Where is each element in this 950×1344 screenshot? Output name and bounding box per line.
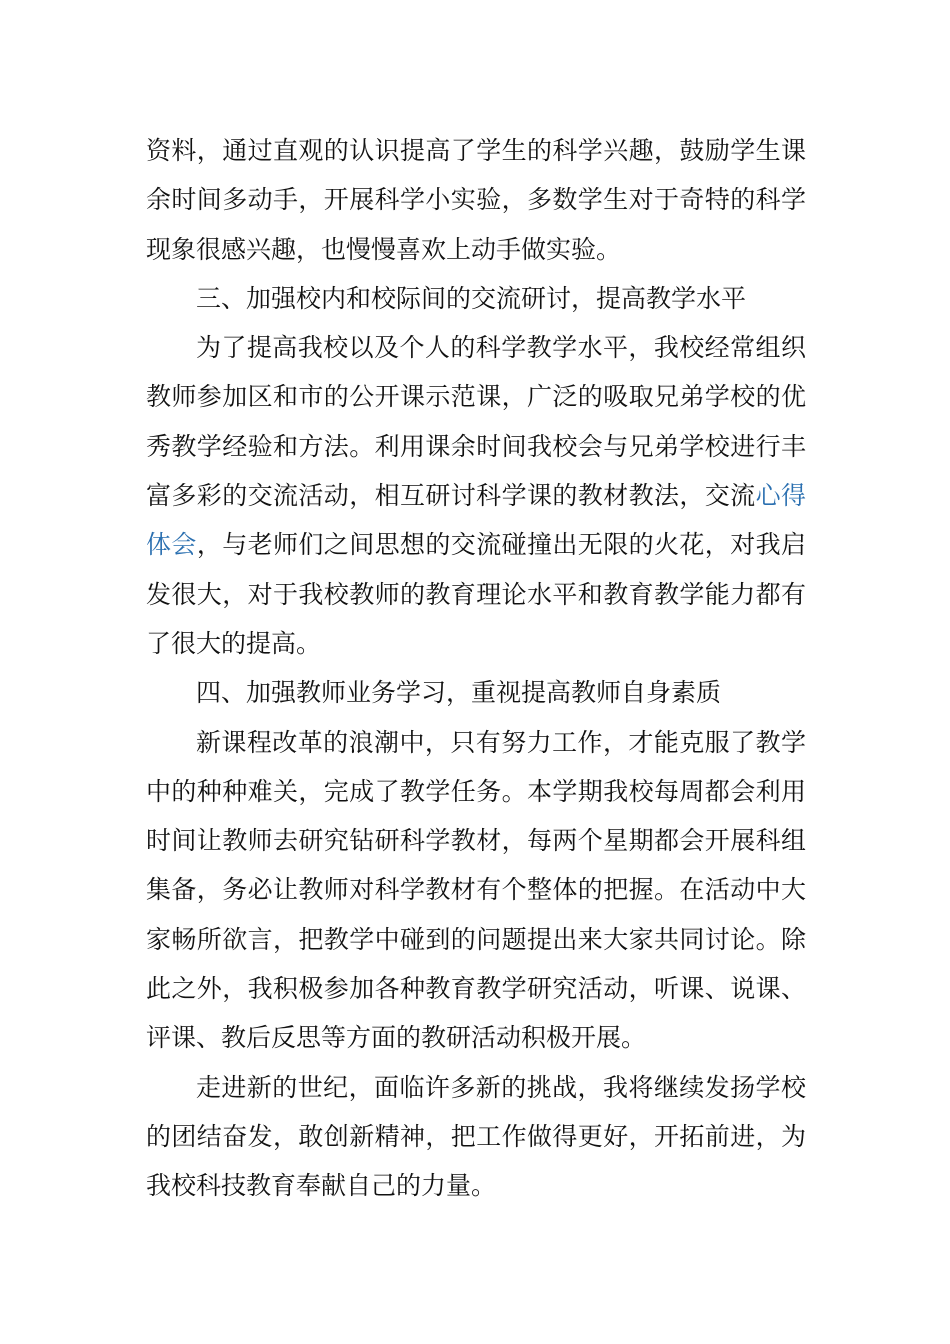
paragraph-text: 资料，通过直观的认识提高了学生的科学兴趣，鼓励学生课余时间多动手，开展科学小实验，多数学生对于奇特的科学现象很感兴趣，也慢慢喜欢上动手做实验。 [146,136,806,264]
keyword-link[interactable]: 心得体会 [146,481,806,560]
paragraph-text: 为了提高我校以及个人的科学教学水平，我校经常组织教师参加区和市的公开课示范课，广泛的吸取兄弟学校的优秀教学经验和方法。利用课余时间我校会与兄弟学校进行丰富多彩的交流活动，相互研讨科学课的教材教法，交流 [146,333,806,511]
heading-text: 四、加强教师业务学习，重视提高教师自身素质 [196,678,722,708]
paragraph-text: 新课程改革的浪潮中，只有努力工作，才能克服了教学中的种种难关，完成了教学任务。本学期我校每周都会利用时间让教师去研究钻研科学教材，每两个星期都会开展科组集备，务必让教师对科学教材有个整体的把握。在活动中大家畅所欲言，把教学中碰到的问题提出来大家共同讨论。除此之外，我积极参加各种教育教学研究活动，听课、说课、评课、教后反思等方面的教研活动积极开展。 [146,727,806,1053]
document-body [146,126,806,1211]
section-heading-4 [146,668,806,717]
paragraph-text: 走进新的世纪，面临许多新的挑战，我将继续发扬学校的团结奋发，敢创新精神，把工作做得更好，开拓前进，为我校科技教育奉献自己的力量。 [146,1072,806,1201]
paragraph-p1 [146,126,806,274]
paragraph-text: ，与老师们之间思想的交流碰撞出无限的火花，对我启发很大，对于我校教师的教育理论水平和教育教学能力都有了很大的提高。 [146,530,806,658]
paragraph-p4 [146,1063,806,1211]
paragraph-p3 [146,718,806,1063]
paragraph-p2 [146,323,806,668]
section-heading-3 [146,274,806,323]
heading-text: 三、加强校内和校际间的交流研讨，提高教学水平 [196,283,747,313]
